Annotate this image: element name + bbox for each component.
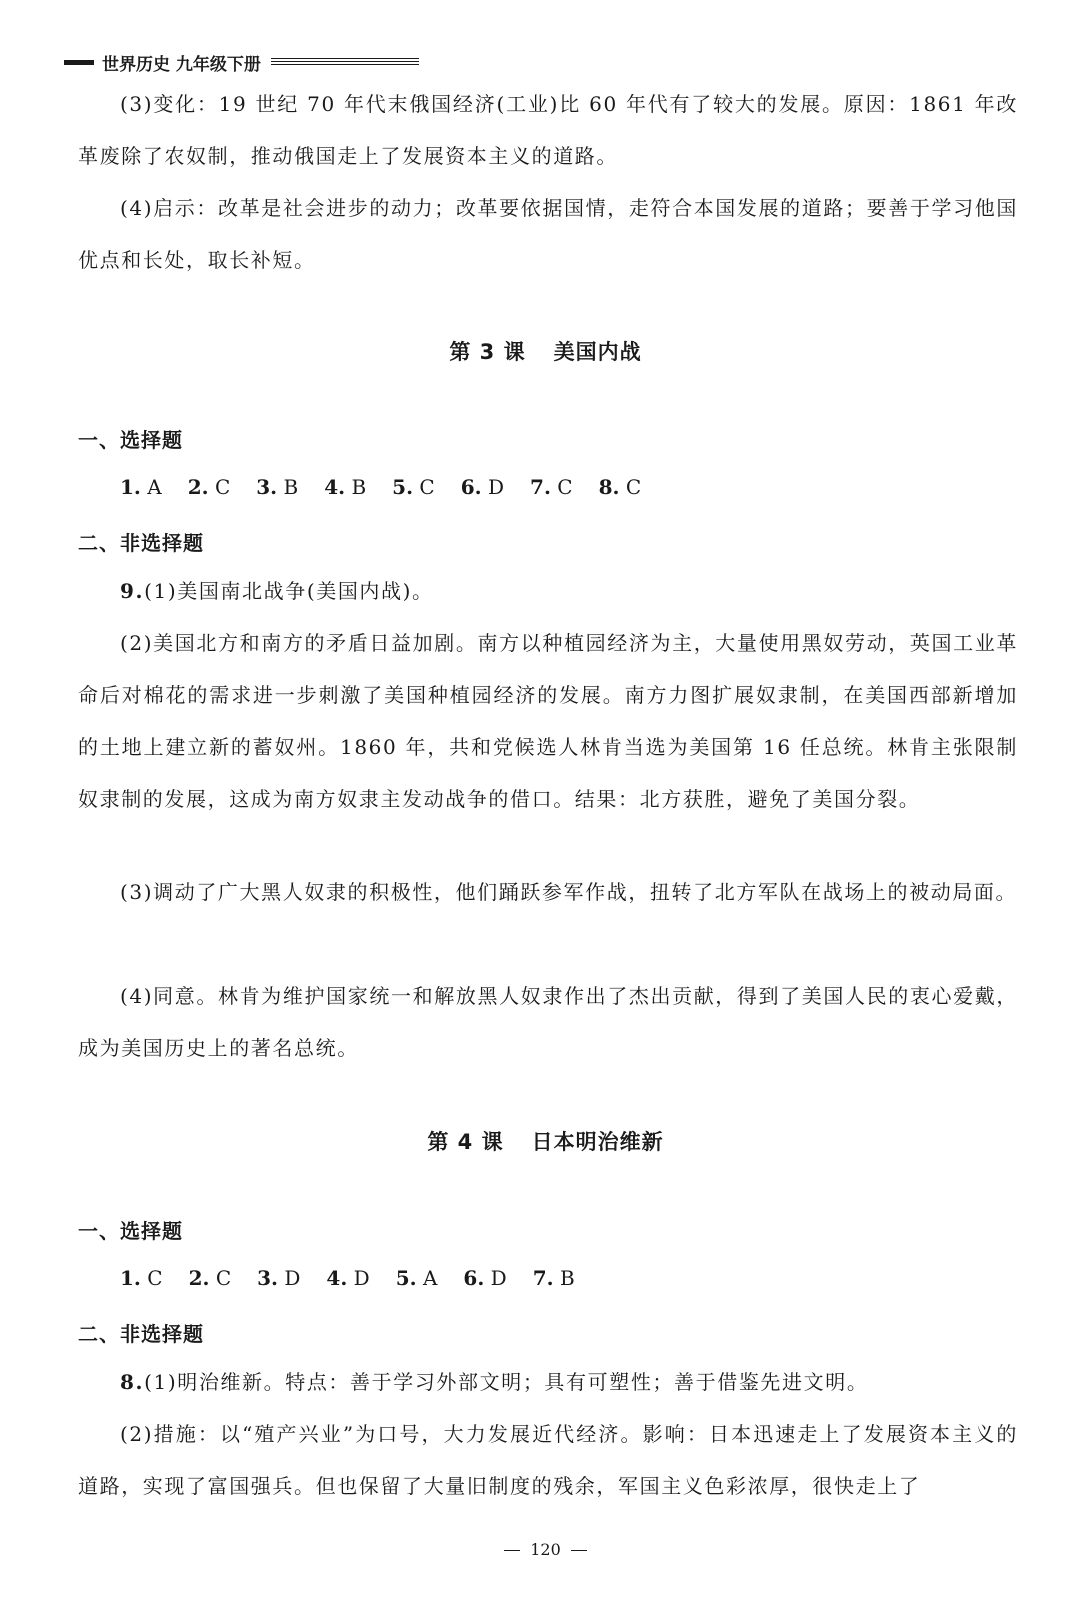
answer-question-number: 1. (120, 475, 141, 499)
answer-letter: B (283, 475, 299, 499)
lesson-3-q9-part4: (4)同意。林肯为维护国家统一和解放黑人奴隶作出了杰出贡献，得到了美国人民的衷心爱戴，成为美国历史上的著名总统。 (78, 984, 1018, 1060)
answer-letter: D (353, 1266, 370, 1290)
lesson-4-answer-list (120, 1266, 601, 1290)
running-header (64, 50, 419, 74)
answer-question-number: 6. (463, 1266, 485, 1290)
answer-item (324, 475, 366, 499)
answer-text: (1)美国南北战争(美国内战)。 (144, 579, 434, 603)
answer-text: (1)明治维新。特点：善于学习外部文明；具有可塑性；善于借鉴先进文明。 (144, 1370, 869, 1394)
lesson-3-q9-part3: (3)调动了广大黑人奴隶的积极性，他们踊跃参军作战，扭转了北方军队在战场上的被动局面。 (120, 880, 1018, 904)
lesson-4-choice-heading: 一、选择题 (78, 1219, 183, 1243)
lesson-3-q9-part2: (2)美国北方和南方的矛盾日益加剧。南方以种植园经济为主，大量使用黑奴劳动，英国工业革命后对棉花的需求进一步刺激了美国种植园经济的发展。南方力图扩展奴隶制，在美国西部新增加的土地上建立新的蓄奴州。1860 年，共和党候选人林肯当选为美国第 16 任总统。林肯主张限制奴隶制的发展，这成为南方奴隶主发动战争的借口。结果：北方获胜，避免了美国分裂。 (78, 631, 1018, 811)
header-rule-decoration (271, 58, 419, 67)
answer-item (533, 1266, 575, 1290)
answer-letter: C (419, 475, 435, 499)
answer-item (461, 475, 504, 499)
answer-item (396, 1266, 438, 1290)
lesson-4-q8-part2: (2)措施：以“殖产兴业”为口号，大力发展近代经济。影响：日本迅速走上了发展资本主义的道路，实现了富国强兵。但也保留了大量旧制度的残余，军国主义色彩浓厚，很快走上了 (78, 1422, 1018, 1498)
lesson-4-title (0, 1126, 1091, 1156)
answer-question-number: 3. (257, 1266, 279, 1290)
lesson-3-answer-list (120, 475, 667, 499)
answer-question-number: 2. (187, 475, 209, 499)
answer-letter: C (625, 475, 642, 499)
lesson-3-name: 美国内战 (553, 340, 642, 364)
answer-question-number: 7. (530, 475, 551, 499)
lesson-3-number: 第 3 课 (449, 340, 526, 364)
answer-item (463, 1266, 506, 1290)
answer-letter: B (559, 1266, 575, 1290)
dash-decoration (504, 1550, 520, 1551)
lesson-3-nonchoice-heading: 二、非选择题 (78, 531, 204, 555)
answer-item (257, 1266, 300, 1290)
answer-letter: C (147, 1266, 163, 1290)
lesson-3-title (0, 336, 1091, 366)
answer-question-number: 3. (256, 475, 278, 499)
answer-item (530, 475, 573, 499)
answer-item (120, 475, 162, 499)
answer-letter: A (422, 1266, 438, 1290)
lesson-4-nonchoice-heading: 二、非选择题 (78, 1322, 204, 1346)
page-number (0, 1540, 1091, 1559)
answer-question-number: 4. (324, 475, 346, 499)
lesson-3-choice-heading: 一、选择题 (78, 428, 183, 452)
lesson-4-q8-part1 (78, 1356, 1018, 1408)
header-bar-decoration (64, 60, 94, 65)
answer-item (599, 475, 642, 499)
answer-question-number: 5. (395, 1266, 417, 1290)
answer-item (326, 1266, 369, 1290)
answer-letter: D (487, 475, 505, 499)
answer-letter: D (490, 1266, 507, 1290)
answer-question-number: 4. (326, 1266, 348, 1290)
answer-letter: B (351, 475, 367, 499)
book-title: 世界历史 九年级下册 (102, 54, 261, 75)
answer-item (120, 1266, 163, 1290)
lesson-4-number: 第 4 课 (427, 1130, 504, 1154)
answer-item (189, 1266, 232, 1290)
question-number: 9. (120, 579, 145, 603)
lesson-3-q9-part1 (78, 565, 1018, 617)
answer-letter: C (215, 1266, 232, 1290)
answer-question-number: 8. (598, 475, 620, 499)
answer-letter: C (557, 475, 573, 499)
answer-item (392, 475, 435, 499)
answer-letter: A (147, 475, 162, 499)
answer-question-number: 6. (460, 475, 482, 499)
answer-question-number: 5. (392, 475, 414, 499)
answer-letter: D (284, 1266, 301, 1290)
lesson-4-name: 日本明治维新 (531, 1130, 664, 1154)
answer-item (188, 475, 231, 499)
dash-decoration (571, 1550, 587, 1551)
answer-item (256, 475, 298, 499)
answer-question-number: 7. (532, 1266, 554, 1290)
continuation-paragraph-4: (4)启示：改革是社会进步的动力；改革要依据国情，走符合本国发展的道路；要善于学习他国优点和长处，取长补短。 (78, 196, 1018, 272)
answer-question-number: 1. (120, 1266, 141, 1290)
question-number: 8. (120, 1370, 145, 1394)
continuation-paragraph-3: (3)变化：19 世纪 70 年代末俄国经济(工业)比 60 年代有了较大的发展。原因：1861 年改革废除了农奴制，推动俄国走上了发展资本主义的道路。 (78, 92, 1018, 168)
answer-letter: C (214, 475, 231, 499)
page-number-value: 120 (530, 1540, 561, 1559)
answer-question-number: 2. (188, 1266, 210, 1290)
